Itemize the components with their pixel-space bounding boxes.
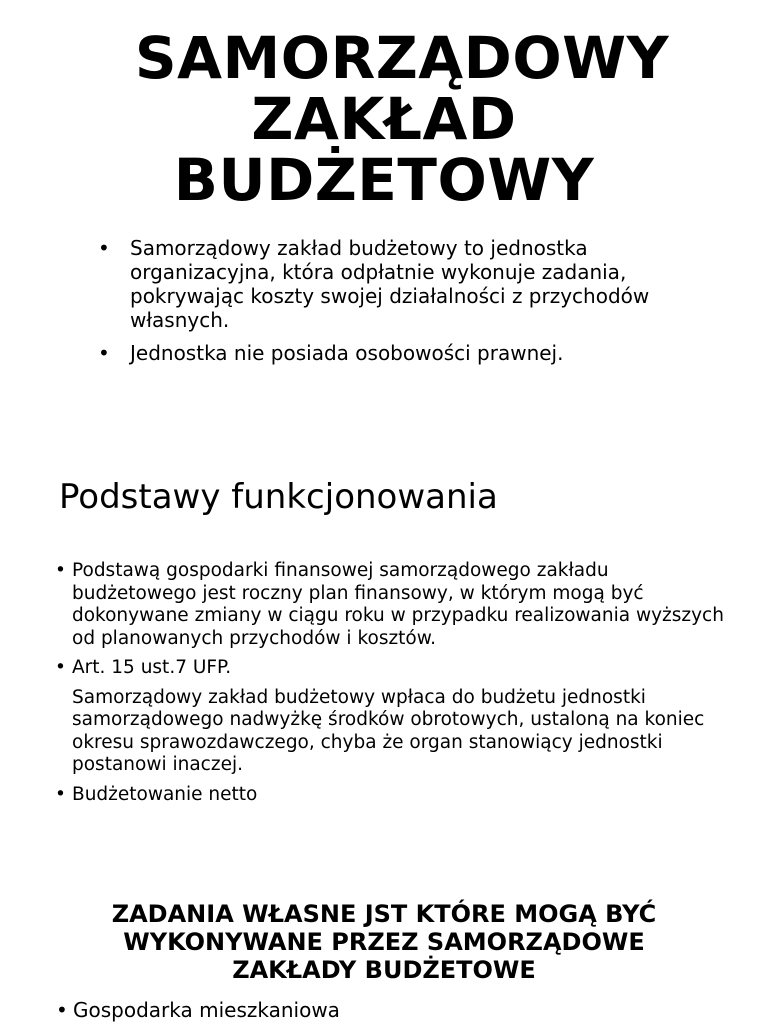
list-item-text: Art. 15 ust.7 UFP. [72, 657, 232, 678]
list-item-text: Podstawą gospodarki finansowej samorządowego zakładu budżetowego jest roczny plan finansowy, w którym mogą być dokonywane zmiany w ciągu roku w przypadku realizowania wyższych od planowanych przychodów i kosztów. [72, 560, 724, 649]
list-item-text: Budżetowanie netto [72, 783, 258, 805]
slide-1-title-line-1: SAMORZĄDOWY [134, 24, 670, 92]
bullet-icon: • [55, 783, 66, 805]
slide-2-title: Podstawy funkcjonowania [59, 477, 498, 517]
list-item [55, 657, 735, 680]
list-item [98, 236, 678, 332]
list-item [55, 784, 735, 807]
bullet-icon: • [98, 341, 110, 365]
bullet-icon: • [55, 560, 66, 581]
slide-3-title-line-3: ZAKŁADY BUDŻETOWE [232, 956, 536, 984]
slide-3-title [0, 900, 768, 984]
slide-1-title [0, 24, 768, 214]
bullet-icon: • [98, 236, 110, 260]
slide-1-title-line-3: BUDŻETOWY [173, 146, 595, 214]
slide-1-bullet-list [98, 236, 678, 374]
slide-1-title-line-2: ZAKŁAD [251, 85, 517, 153]
slide-3-title-line-1: ZADANIA WŁASNE JST KTÓRE MOGĄ BYĆ [111, 900, 657, 928]
bullet-icon: • [56, 998, 68, 1022]
paragraph: Samorządowy zakład budżetowy wpłaca do budżetu jednostki samorządowego nadwyżkę środków obrotowych, ustaloną na koniec okresu sprawozdawczego, chyba że organ stanowiący jednostki postanowi inaczej. [72, 686, 705, 775]
list-item [98, 341, 678, 365]
slide-3 [0, 880, 768, 1024]
list-item-text: Samorządowy zakład budżetowy to jednostka organizacyjna, która odpłatnie wykonuje zadania, pokrywając koszty swojej działalności z przychodów własnych. [130, 236, 650, 332]
list-item [55, 560, 735, 650]
slide-3-title-line-2: WYKONYWANE PRZEZ SAMORZĄDOWE [123, 928, 645, 956]
list-item [56, 998, 340, 1022]
list-item-text: Gospodarka mieszkaniowa [73, 998, 340, 1022]
slide-2-body [55, 560, 735, 813]
list-item-text: Jednostka nie posiada osobowości prawnej. [130, 341, 564, 365]
slide-1 [0, 0, 768, 400]
slide-2 [0, 460, 768, 820]
bullet-icon: • [55, 657, 66, 678]
